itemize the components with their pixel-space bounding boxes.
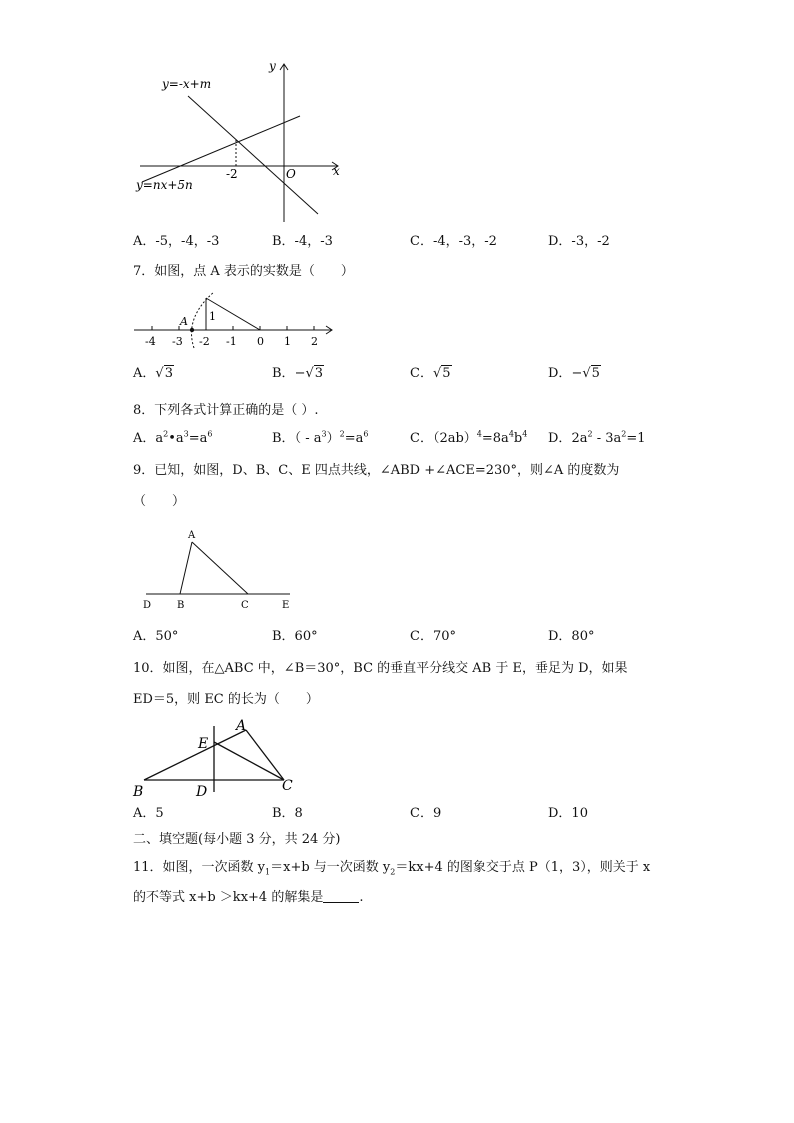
q7-b-sign: −	[294, 366, 306, 381]
q8-a-t2: •a	[168, 431, 184, 446]
q8-b-e2: 2	[339, 429, 345, 439]
tick-label-2: 2	[311, 335, 318, 348]
q10-option-c[interactable]: C．9	[410, 806, 442, 821]
q11-line2-text: 的不等式 x+b ＞kx+4 的解集是	[133, 890, 324, 905]
q9-triangle-figure	[140, 526, 300, 614]
q7-b-prefix: B．	[272, 366, 295, 381]
point-d: D	[196, 784, 208, 800]
q8-c-e3: 4	[522, 429, 528, 439]
q8-a-t3: =a	[188, 431, 208, 446]
q8-d-prefix: D．	[548, 431, 572, 446]
tick-neg-2: -2	[226, 167, 238, 181]
q8-b-e1: 3	[321, 429, 327, 439]
q8-a-e2: 3	[183, 429, 189, 439]
q8-option-a[interactable]	[133, 431, 213, 447]
q6-graph	[130, 58, 350, 228]
q8-stem: 8．下列各式计算正确的是（ ）.	[133, 403, 319, 418]
q11-end: .	[359, 890, 364, 905]
q7-d-radicand: 5	[591, 366, 600, 381]
q8-c-e1: 4	[476, 429, 482, 439]
q10-triangle-figure	[130, 716, 300, 800]
height-label: 1	[209, 310, 216, 323]
q8-d-e1: 2	[587, 429, 593, 439]
q11-part2: ＝x+b 与一次函数 y	[270, 860, 391, 875]
q7-c-prefix: C．	[410, 366, 433, 381]
tick-label-0: 0	[257, 335, 264, 348]
q8-c-t3: b	[513, 431, 523, 446]
point-a-dot	[190, 328, 194, 332]
q9-option-d[interactable]: D．80°	[548, 629, 595, 644]
vertex-a: A	[236, 718, 247, 734]
q8-c-e2: 4	[508, 429, 514, 439]
section-2-heading: 二、填空题(每小题 3 分，共 24 分)	[133, 832, 341, 847]
tick-label-neg4: -4	[145, 335, 156, 348]
label-y-neg-x-m: y=-x+m	[162, 77, 212, 91]
q9-option-b[interactable]: B．60°	[272, 629, 318, 644]
q8-c-t1: （2ab）	[432, 431, 477, 446]
q7-c-radicand: 5	[442, 366, 451, 381]
q8-c-prefix: C．	[410, 431, 433, 446]
x-axis-label: x	[333, 164, 340, 178]
q6-option-b[interactable]: B．-4，-3	[272, 234, 333, 249]
tick-label-neg2: -2	[199, 335, 210, 348]
q8-c-t2: =8a	[481, 431, 509, 446]
q8-a-e3: 6	[207, 429, 213, 439]
q7-option-a[interactable]: A．√3	[133, 366, 173, 381]
q7-d-sign: −	[571, 366, 583, 381]
q8-option-d[interactable]	[548, 431, 646, 447]
tick-label-neg1: -1	[226, 335, 237, 348]
q8-d-t3: =1	[626, 431, 646, 446]
q7-number-line	[130, 288, 340, 350]
q11-sub2: 2	[390, 867, 396, 877]
q7-b-radicand: 3	[314, 366, 324, 381]
point-d: D	[143, 600, 152, 611]
label-y-nx-5n: y=nx+5n	[136, 178, 193, 192]
q10-option-d[interactable]: D．10	[548, 806, 588, 821]
q10-stem-line2: ED＝5，则 EC 的长为（ ）	[133, 692, 319, 707]
tick-label-neg3: -3	[172, 335, 183, 348]
q8-b-prefix: B．	[272, 431, 295, 446]
q9-option-c[interactable]: C．70°	[410, 629, 456, 644]
q9-paren: （ ）	[133, 494, 186, 509]
q7-stem: 7．如图，点 A 表示的实数是（ ）	[133, 264, 354, 279]
origin-label: O	[286, 167, 296, 181]
q11-part3: ＝kx+4 的图象交于点 P（1，3），则关于 x	[395, 860, 651, 875]
q11-stem-line2	[133, 890, 363, 906]
q10-option-b[interactable]: B．8	[272, 806, 303, 821]
q11-part1: 11．如图，一次函数 y	[133, 860, 266, 875]
q6-option-a[interactable]: A．-5，-4，-3	[133, 234, 220, 249]
point-e: E	[282, 600, 290, 611]
q10-option-a[interactable]: A．5	[133, 806, 164, 821]
answer-blank[interactable]	[323, 890, 359, 903]
tick-label-1: 1	[284, 335, 291, 348]
q7-option-c[interactable]: C．√5	[410, 366, 451, 381]
q9-stem: 9．已知，如图，D、B、C、E 四点共线，∠ABD +∠ACE=230°，则∠A 的度数为	[133, 463, 620, 478]
q7-option-b[interactable]: B．−√3	[272, 366, 324, 381]
q6-option-d[interactable]: D．-3，-2	[548, 234, 610, 249]
point-a-label: A	[180, 315, 188, 328]
q8-b-t3: =a	[344, 431, 364, 446]
q8-a-t1: a	[155, 431, 164, 446]
q7-option-d[interactable]: D．−√5	[548, 366, 600, 381]
q11-stem-line1	[133, 860, 650, 876]
q8-b-e3: 6	[363, 429, 369, 439]
q8-b-t2: ）	[326, 431, 340, 446]
q6-option-c[interactable]: C．-4，-3，-2	[410, 234, 497, 249]
q11-sub1: 1	[265, 867, 271, 877]
q8-d-t2: - 3a	[592, 431, 622, 446]
point-c: C	[241, 600, 249, 611]
q10-stem-line1: 10．如图，在△ABC 中，∠B＝30°，BC 的垂直平分线交 AB 于 E，垂足为 D，如果	[133, 661, 628, 676]
q8-d-e2: 2	[621, 429, 627, 439]
q8-option-b[interactable]	[272, 431, 368, 447]
vertex-a: A	[188, 530, 196, 541]
point-e: E	[198, 736, 209, 752]
q8-d-t1: 2a	[571, 431, 588, 446]
q7-a-radicand: 3	[164, 366, 173, 381]
q7-d-prefix: D．	[548, 366, 572, 381]
q8-option-c[interactable]	[410, 431, 527, 447]
q8-b-t1: （ - a	[294, 431, 322, 446]
y-axis-label: y	[269, 59, 276, 73]
point-b: B	[177, 600, 185, 611]
vertex-b: B	[133, 784, 144, 800]
q8-a-e1: 2	[163, 429, 169, 439]
q9-option-a[interactable]: A．50°	[133, 629, 179, 644]
q8-a-prefix: A．	[133, 431, 156, 446]
q7-a-prefix: A．	[133, 366, 156, 381]
vertex-c: C	[282, 778, 293, 794]
